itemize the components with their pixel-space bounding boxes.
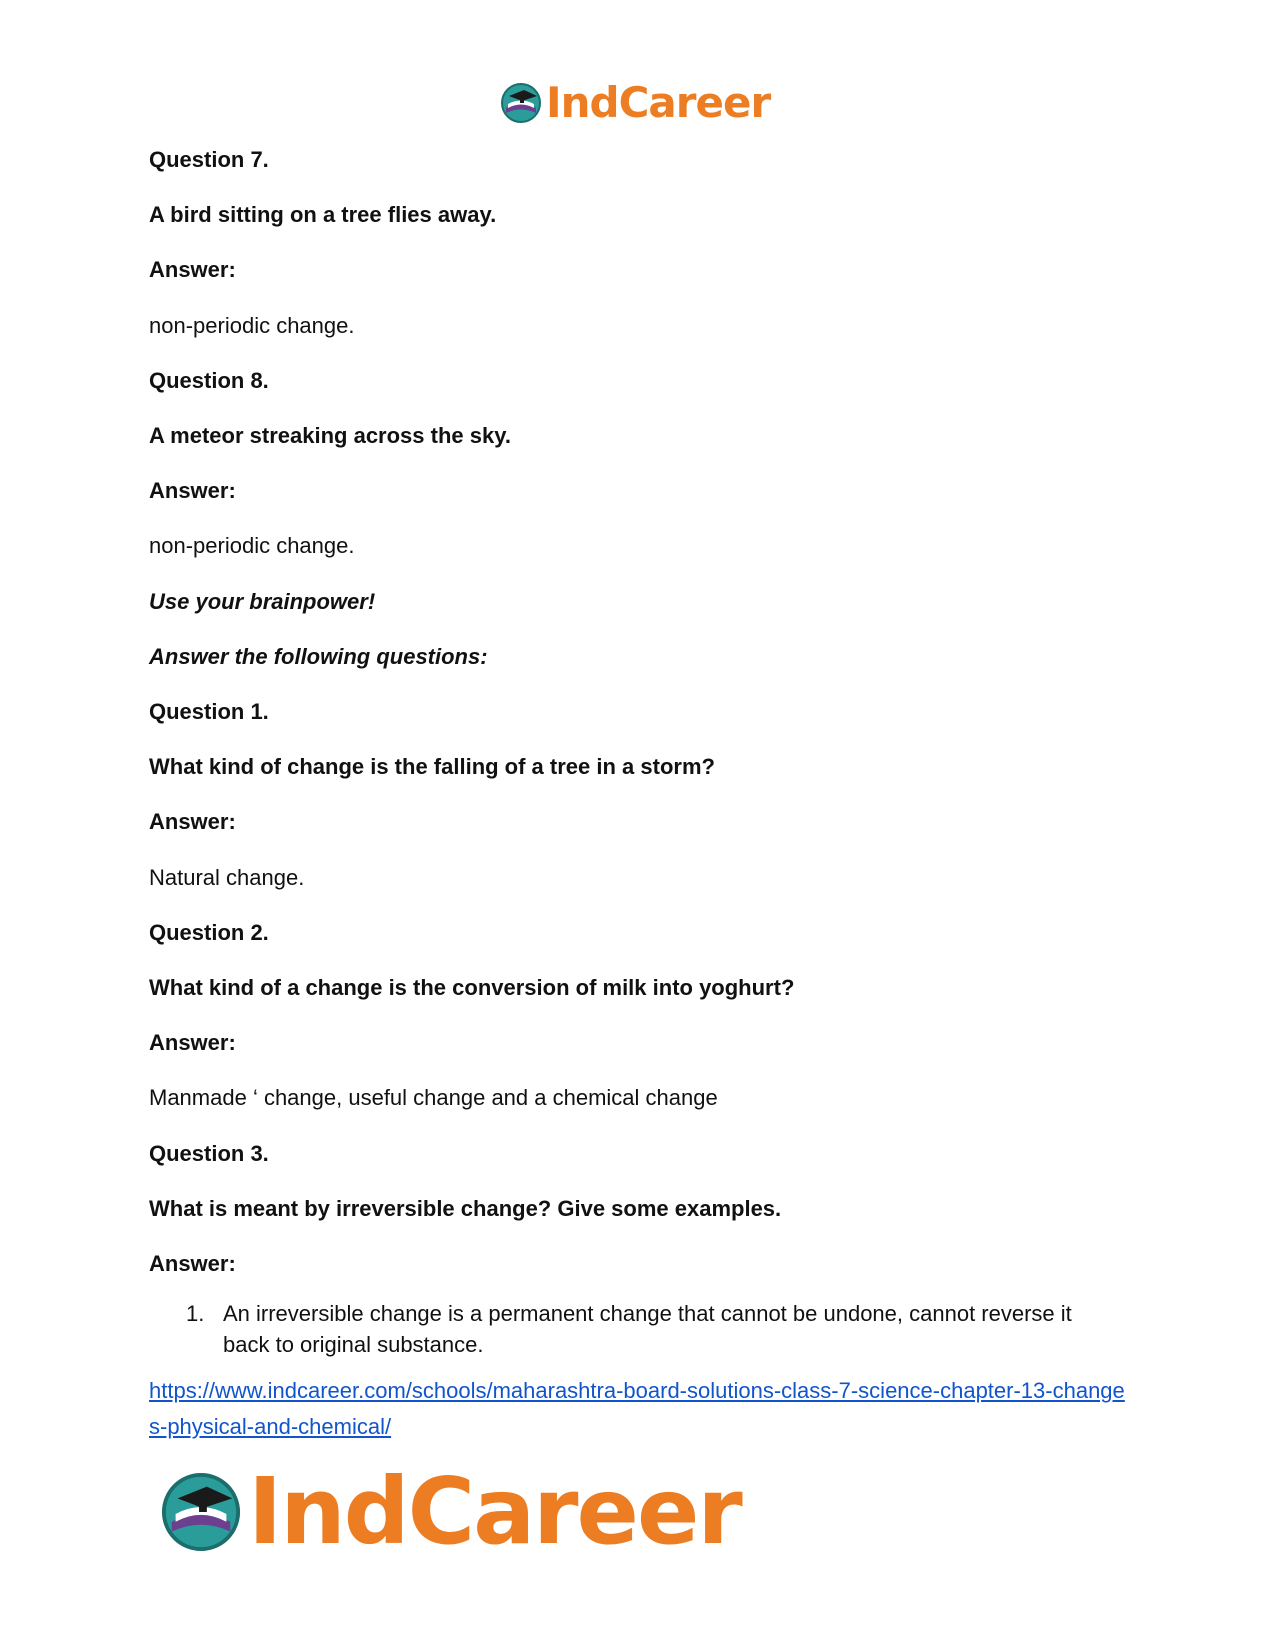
logo-emblem-icon: [160, 1471, 242, 1553]
answer-label: Answer:: [149, 257, 236, 282]
question-number: Question 2.: [149, 920, 269, 945]
logo-text: IndCareer: [546, 78, 771, 127]
answer-label: Answer:: [149, 478, 236, 503]
list-text: An irreversible change is a permanent change that cannot be undone, cannot reverse it back to original substance.: [223, 1301, 1072, 1357]
answer-label: Answer:: [149, 1251, 236, 1276]
answer-label: Answer:: [149, 1030, 236, 1055]
question-text: A bird sitting on a tree flies away.: [149, 202, 497, 227]
answer-text: non-periodic change.: [149, 533, 355, 558]
footer-logo: [160, 1458, 741, 1565]
list-item: [186, 1298, 1106, 1360]
answer-label: Answer:: [149, 809, 236, 834]
question-text: A meteor streaking across the sky.: [149, 423, 511, 448]
question-number: Question 1.: [149, 699, 269, 724]
source-link[interactable]: https://www.indcareer.com/schools/maharashtra-board-solutions-class-7-science-chapter-13-changes-physical-and-chemical/: [149, 1378, 1125, 1439]
header-logo: [500, 78, 770, 128]
logo-text: IndCareer: [248, 1458, 741, 1565]
question-text: What kind of a change is the conversion of milk into yoghurt?: [149, 975, 795, 1000]
question-text: What is meant by irreversible change? Give some examples.: [149, 1196, 782, 1221]
question-number: Question 8.: [149, 368, 269, 393]
answer-text: Manmade ‘ change, useful change and a chemical change: [149, 1085, 718, 1110]
answer-text: Natural change.: [149, 865, 305, 890]
section-heading: Use your brainpower!: [149, 589, 376, 614]
question-number: Question 3.: [149, 1141, 269, 1166]
logo-emblem-icon: [500, 82, 542, 124]
answer-text: non-periodic change.: [149, 313, 355, 338]
question-number: Question 7.: [149, 147, 269, 172]
question-text: What kind of change is the falling of a tree in a storm?: [149, 754, 715, 779]
list-number: 1.: [186, 1301, 205, 1326]
section-heading: Answer the following questions:: [149, 644, 488, 669]
